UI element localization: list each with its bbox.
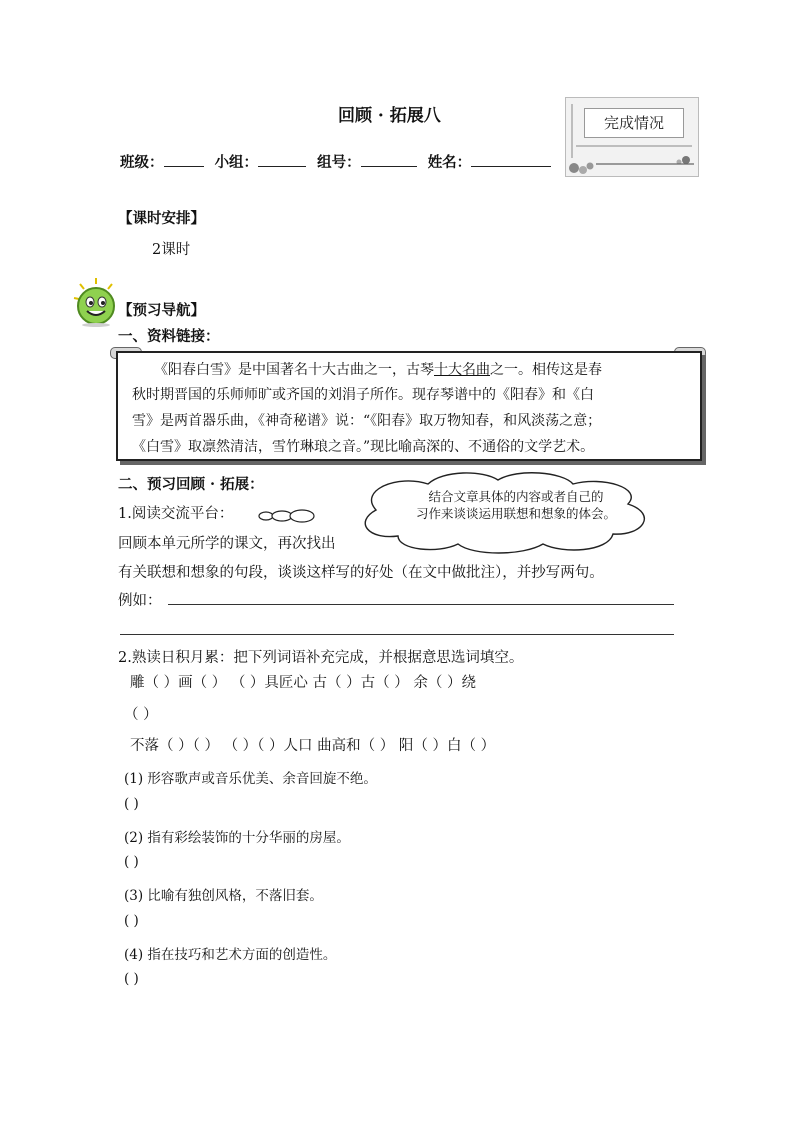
meaning-item-3: (3) 比喻有独创风格，不落旧套。: [124, 888, 323, 904]
meaning-blank-2[interactable]: ( ): [124, 854, 139, 870]
q1-instruction-2: 有关联想和想象的句段，谈谈这样写的好处（在文中做批注），并抄写两句。: [118, 565, 604, 581]
decorative-dots-icon: [566, 98, 700, 178]
paragraph-line-1: 《阳春白雪》是中国著名十大古曲之一，古琴十大名曲之一。相传这是春: [154, 362, 602, 378]
name-label: 姓名：: [427, 154, 472, 171]
info-row: [120, 151, 551, 172]
example-answer-line-1[interactable]: [168, 604, 674, 605]
page-title: 回顾 · 拓展八: [338, 106, 441, 126]
meaning-item-1: (1) 形容歌声或音乐优美、余音回旋不绝。: [124, 771, 377, 787]
meaning-blank-1[interactable]: ( ): [124, 796, 139, 812]
q1-title: 1.阅读交流平台：: [118, 506, 234, 522]
example-answer-line-2[interactable]: [120, 634, 674, 635]
number-label: 组号：: [317, 154, 361, 171]
idiom-row-1[interactable]: 雕（ ）画（ ） （ ）具匠心 古（ ）古（ ） 余（ ）绕: [130, 675, 476, 691]
paragraph-line-2: 秋时期晋国的乐师师旷或齐国的刘涓子所作。现存琴谱中的《阳春》和《白: [132, 387, 594, 403]
preview-heading: 【预习导航】: [118, 302, 205, 319]
idiom-row-2[interactable]: 不落（ ）（ ） （ ）（ ）人口 曲高和（ ） 阳（ ）白（ ）: [130, 738, 496, 754]
paragraph-line-3: 雪》是两首器乐曲，《神奇秘谱》说：“《阳春》取万物知春，和风淡荡之意；: [132, 413, 602, 429]
q2-title: 2.熟读日积月累：把下列词语补充完成，并根据意思选词填空。: [118, 650, 524, 666]
completion-status-box: [565, 97, 699, 177]
idiom-row-1-wrap[interactable]: （ ）: [124, 707, 158, 723]
reference-paragraph: [116, 351, 702, 461]
group-label: 小组：: [214, 154, 259, 171]
name-field[interactable]: [471, 152, 551, 167]
group-field[interactable]: [258, 152, 306, 167]
q1-instruction-1: 回顾本单元所学的课文，再次找出: [118, 536, 336, 552]
meaning-item-2: (2) 指有彩绘装饰的十分华丽的房屋。: [124, 830, 350, 846]
paragraph-line-4: 《白雪》取凛然清洁，雪竹琳琅之音。”现比喻高深的、不通俗的文学艺术。: [132, 439, 595, 455]
class-field[interactable]: [164, 152, 204, 167]
meaning-blank-4[interactable]: ( ): [124, 971, 139, 987]
schedule-heading: 【课时安排】: [118, 210, 205, 227]
number-field[interactable]: [361, 152, 417, 167]
meaning-item-4: (4) 指在技巧和艺术方面的创造性。: [124, 947, 337, 963]
meaning-blank-3[interactable]: ( ): [124, 913, 139, 929]
schedule-value: 2课时: [152, 242, 191, 258]
completion-status-label: 完成情况: [584, 108, 684, 138]
cloud-hint-text: 结合文章具体的内容或者自己的 习作来谈谈运用联想和想象的体会。: [415, 489, 616, 521]
reference-scroll: [110, 347, 706, 464]
section1-heading: 一、资料链接：: [118, 328, 220, 345]
smiley-icon: [70, 276, 122, 328]
class-label: 班级：: [120, 154, 164, 171]
example-label: 例如：: [118, 593, 162, 609]
section2-heading: 二、预习回顾 · 拓展：: [118, 476, 264, 493]
